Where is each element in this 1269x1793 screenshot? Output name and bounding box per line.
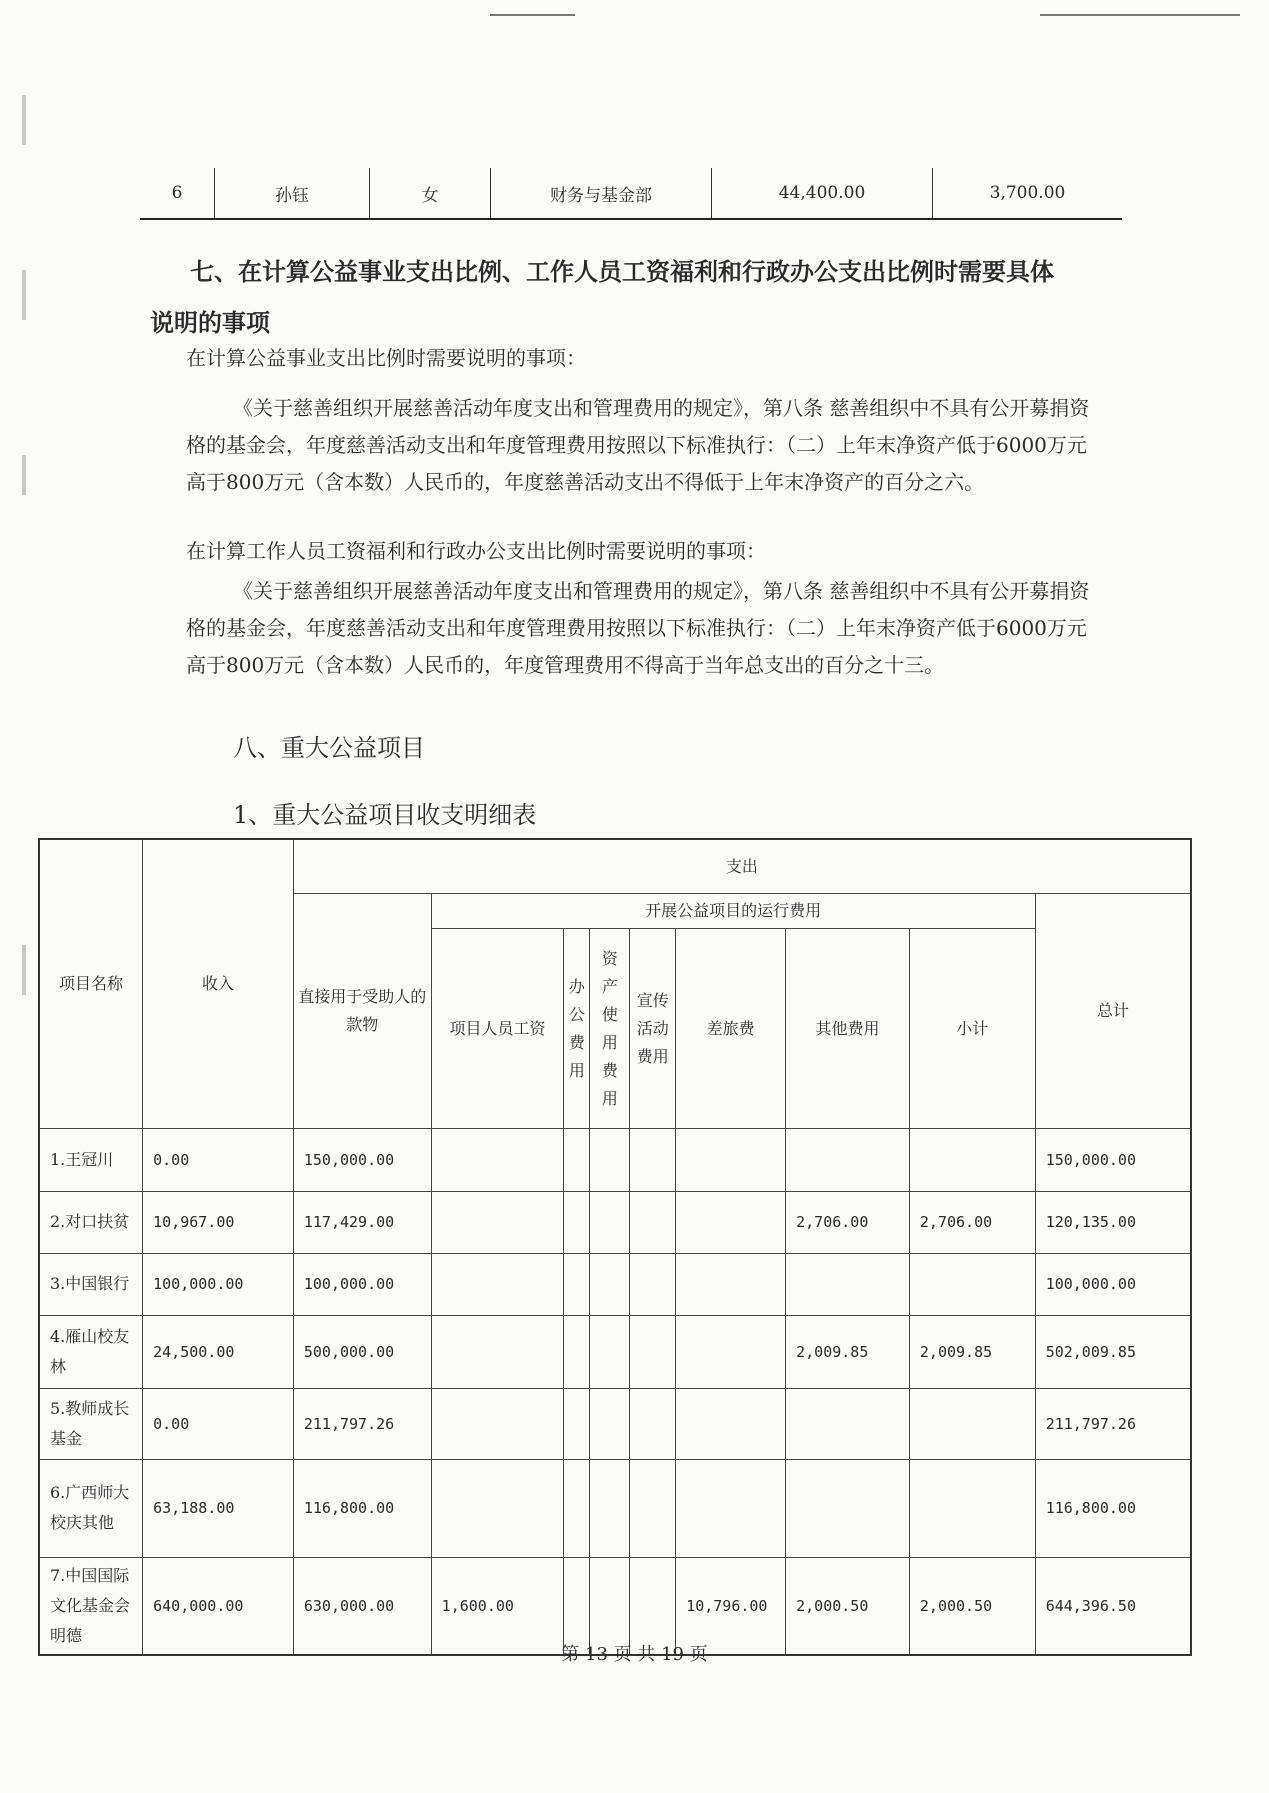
cell-direct: 630,000.00: [293, 1557, 431, 1655]
page-footer: 第 13 页 共 19 页: [561, 1644, 708, 1665]
cell-subtotal: [909, 1388, 1035, 1459]
cell-income: 10,967.00: [143, 1191, 294, 1253]
scan-edge: [22, 945, 26, 995]
cell-direct: 150,000.00: [293, 1129, 431, 1191]
header-project: 项目名称: [39, 839, 143, 1129]
section7-para1: 《关于慈善组织开展慈善活动年度支出和管理费用的规定》，第八条 慈善组织中不具有公开募捐资格的基金会，年度慈善活动支出和年度管理费用按照以下标准执行：（二）上年末净资产低于6000万元高于800万元（含本数）人民币的，年度慈善活动支出不得低于上年末净资产的百分之六。: [186, 396, 1090, 494]
table-title: 1、重大公益项目收支明细表: [233, 801, 537, 829]
staff-gender: 女: [370, 168, 491, 219]
cell-name: 2.对口扶贫: [39, 1191, 143, 1253]
cell-other: [786, 1388, 910, 1459]
cell-income: 0.00: [143, 1388, 294, 1459]
cell-promo: [630, 1388, 676, 1459]
cell-office: [564, 1191, 590, 1253]
cell-total: 120,135.00: [1035, 1191, 1191, 1253]
cell-income: 24,500.00: [143, 1315, 294, 1388]
cell-total: 150,000.00: [1035, 1129, 1191, 1191]
cell-office: [564, 1253, 590, 1315]
cell-subtotal: 2,706.00: [909, 1191, 1035, 1253]
staff-department: 财务与基金部: [491, 168, 712, 219]
cell-office: [564, 1460, 590, 1558]
header-asset: 资产使用费用: [590, 929, 630, 1129]
section7-sub2: 在计算工作人员工资福利和行政办公支出比例时需要说明的事项：: [186, 539, 766, 563]
staff-monthly: 3,700.00: [933, 168, 1123, 219]
cell-office: [564, 1129, 590, 1191]
cell-travel: [676, 1191, 786, 1253]
cell-income: 0.00: [143, 1129, 294, 1191]
cell-travel: [676, 1129, 786, 1191]
cell-name: 4.雁山校友林: [39, 1315, 143, 1388]
header-subtotal: 小计: [909, 929, 1035, 1129]
cell-direct: 117,429.00: [293, 1191, 431, 1253]
header-direct: 直接用于受助人的款物: [293, 894, 431, 1129]
header-expense: 支出: [293, 839, 1191, 894]
cell-travel: [676, 1253, 786, 1315]
table-row: [140, 168, 1122, 219]
header-staff: 项目人员工资: [431, 929, 564, 1129]
cell-office: [564, 1388, 590, 1459]
header-promo: 宣传活动费用: [630, 929, 676, 1129]
section7-title: 七、在计算公益事业支出比例、工作人员工资福利和行政办公支出比例时需要具体说明的事项: [150, 257, 1054, 337]
cell-promo: [630, 1460, 676, 1558]
cell-subtotal: 2,009.85: [909, 1315, 1035, 1388]
cell-travel: [676, 1460, 786, 1558]
section7-sub1: 在计算公益事业支出比例时需要说明的事项：: [186, 346, 586, 370]
cell-subtotal: [909, 1129, 1035, 1191]
section7-para2: 《关于慈善组织开展慈善活动年度支出和管理费用的规定》，第八条 慈善组织中不具有公开募捐资格的基金会，年度慈善活动支出和年度管理费用按照以下标准执行：（二）上年末净资产低于6000万元高于800万元（含本数）人民币的，年度管理费用不得高于当年总支出的百分之十三。: [186, 579, 1090, 677]
cell-promo: [630, 1253, 676, 1315]
staff-name: 孙钰: [215, 168, 370, 219]
cell-subtotal: [909, 1253, 1035, 1315]
cell-office: [564, 1315, 590, 1388]
cell-name: 7.中国国际文化基金会明德: [39, 1557, 143, 1655]
cell-name: 1.王冠川: [39, 1129, 143, 1191]
table-row: [39, 1191, 1191, 1253]
cell-staff: [431, 1388, 564, 1459]
header-running: 开展公益项目的运行费用: [431, 894, 1035, 929]
cell-staff: [431, 1253, 564, 1315]
cell-direct: 100,000.00: [293, 1253, 431, 1315]
cell-staff: 1,600.00: [431, 1557, 564, 1655]
cell-direct: 500,000.00: [293, 1315, 431, 1388]
header-travel: 差旅费: [676, 929, 786, 1129]
cell-other: 2,009.85: [786, 1315, 910, 1388]
cell-name: 5.教师成长基金: [39, 1388, 143, 1459]
cell-staff: [431, 1315, 564, 1388]
cell-travel: [676, 1388, 786, 1459]
cell-total: 502,009.85: [1035, 1315, 1191, 1388]
cell-asset: [590, 1253, 630, 1315]
cell-income: 640,000.00: [143, 1557, 294, 1655]
cell-subtotal: [909, 1460, 1035, 1558]
cell-income: 63,188.00: [143, 1460, 294, 1558]
cell-travel: 10,796.00: [676, 1557, 786, 1655]
table-row: [39, 1388, 1191, 1459]
cell-asset: [590, 1388, 630, 1459]
cell-asset: [590, 1315, 630, 1388]
section8-title: 八、重大公益项目: [233, 734, 425, 762]
cell-name: 6.广西师大校庆其他: [39, 1460, 143, 1558]
cell-other: 2,706.00: [786, 1191, 910, 1253]
header-other: 其他费用: [786, 929, 910, 1129]
cell-promo: [630, 1191, 676, 1253]
table-row: [39, 1460, 1191, 1558]
scan-edge: [22, 270, 26, 320]
table-row: [39, 1253, 1191, 1315]
cell-subtotal: 2,000.50: [909, 1557, 1035, 1655]
staff-index: 6: [140, 168, 215, 219]
header-office: 办公费用: [564, 929, 590, 1129]
cell-total: 644,396.50: [1035, 1557, 1191, 1655]
cell-income: 100,000.00: [143, 1253, 294, 1315]
cell-other: [786, 1129, 910, 1191]
cell-staff: [431, 1460, 564, 1558]
staff-table-row: [140, 168, 1122, 220]
table-row: [39, 1129, 1191, 1191]
cell-total: 116,800.00: [1035, 1460, 1191, 1558]
cell-other: [786, 1460, 910, 1558]
cell-promo: [630, 1315, 676, 1388]
cell-staff: [431, 1129, 564, 1191]
cell-promo: [630, 1129, 676, 1191]
cell-other: [786, 1253, 910, 1315]
header-income: 收入: [143, 839, 294, 1129]
project-table: [38, 838, 1192, 1656]
cell-total: 100,000.00: [1035, 1253, 1191, 1315]
cell-asset: [590, 1191, 630, 1253]
cell-total: 211,797.26: [1035, 1388, 1191, 1459]
scan-edge: [22, 455, 26, 495]
scan-mark: [490, 14, 575, 16]
header-row: [39, 839, 1191, 894]
cell-name: 3.中国银行: [39, 1253, 143, 1315]
cell-direct: 211,797.26: [293, 1388, 431, 1459]
table-row: [39, 1315, 1191, 1388]
cell-other: 2,000.50: [786, 1557, 910, 1655]
cell-asset: [590, 1129, 630, 1191]
scan-mark: [1040, 14, 1240, 16]
scan-edge: [22, 95, 26, 145]
cell-travel: [676, 1315, 786, 1388]
cell-staff: [431, 1191, 564, 1253]
cell-asset: [590, 1460, 630, 1558]
cell-direct: 116,800.00: [293, 1460, 431, 1558]
staff-annual: 44,400.00: [712, 168, 933, 219]
header-total: 总计: [1035, 894, 1191, 1129]
